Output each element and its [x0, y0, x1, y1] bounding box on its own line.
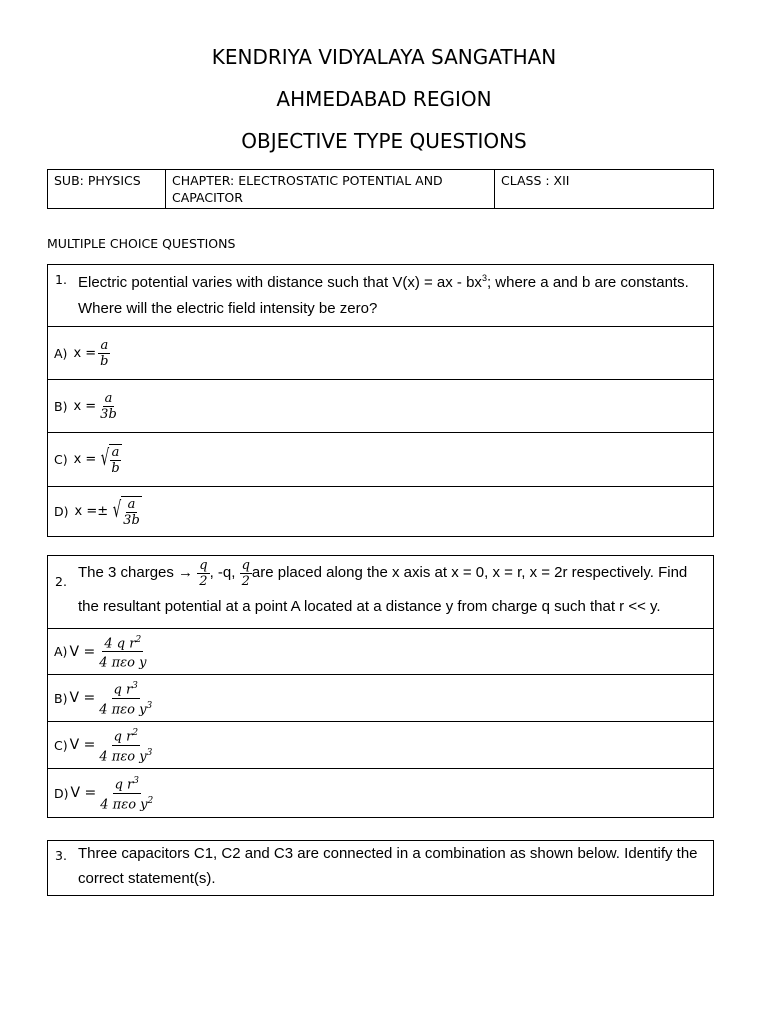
page-title-organization: KENDRIYA VIDYALAYA SANGATHAN: [211, 45, 557, 69]
fraction: $\frac{q}{2}$: [199, 557, 208, 589]
fraction: $\frac{q r^3}{4 \pi\varepsilon o y^2}$: [100, 776, 154, 812]
option-2a[interactable]: A) V = $\frac{4 q r^2}{\text{4 πεo y}}$: [48, 629, 714, 675]
fraction: $\frac{q r^3}{4 \pi\varepsilon o y^3}$: [99, 681, 153, 717]
fraction: $\frac{q r^2}{4 \pi\varepsilon o y^3}$: [99, 728, 153, 764]
question-2-table: [47, 555, 714, 818]
question-1-table: [47, 264, 714, 537]
fraction: $\frac{a}{3b}$: [100, 390, 117, 422]
question-number: 3.: [55, 848, 67, 863]
section-heading: MULTIPLE CHOICE QUESTIONS: [47, 236, 236, 251]
chapter-cell: CHAPTER: ELECTROSTATIC POTENTIAL AND CAPACITOR: [166, 170, 495, 209]
question-number: 1.: [55, 272, 67, 287]
option-1b[interactable]: B) x = $\frac{a}{3b}$: [48, 380, 714, 433]
subject-info-table: [47, 169, 714, 209]
question-1-text: 1. Electric potential varies with distance such that V(x) = ax - $bx^3$; where a and b are constants. Where will the electric field intensity be zero?: [48, 265, 714, 327]
option-2c[interactable]: C) V = $\frac{q r^2}{4 \pi\varepsilon o y^3}$: [48, 722, 714, 769]
option-1d[interactable]: D) x =± √ $\frac{a}{3b}$: [48, 487, 714, 537]
option-1a[interactable]: A) x = $\frac{a}{b}$: [48, 327, 714, 380]
class-cell: CLASS : XII: [495, 170, 714, 209]
page-title-region: AHMEDABAD REGION: [276, 87, 492, 111]
page-title-section: OBJECTIVE TYPE QUESTIONS: [241, 129, 527, 153]
question-3-text: 3. Three capacitors C1, C2 and C3 are connected in a combination as shown below. Identify the correct statement(s).: [48, 841, 714, 896]
option-1c[interactable]: C) x = √ $\frac{a}{b}$: [48, 433, 714, 487]
square-root: √ $\frac{a}{b}$: [101, 444, 120, 476]
option-2d[interactable]: D) V = $\frac{q r^3}{4 \pi\varepsilon o y^2}$: [48, 769, 714, 818]
question-3-table: [47, 840, 714, 896]
fraction: $\frac{a}{b}$: [100, 337, 109, 369]
subject-cell: SUB: PHYSICS: [48, 170, 166, 209]
option-2b[interactable]: B) V = $\frac{q r^3}{4 \pi\varepsilon o y^3}$: [48, 675, 714, 722]
fraction: $\frac{q}{2}$: [241, 557, 250, 589]
question-2-text: 2. The 3 charges → $\frac{q}{2}$ , -q, $\frac{q}{2}$ are placed along the x axis at x = 0, x = r, x = 2r respectively. Find the resultant potential at a point A located at a distance y from charge q such that r << y.: [48, 556, 714, 629]
square-root: √ $\frac{a}{3b}$: [112, 496, 140, 528]
question-number: 2.: [55, 574, 67, 589]
fraction: $\frac{4 q r^2}{\text{4 πεo y}}$: [99, 634, 147, 671]
